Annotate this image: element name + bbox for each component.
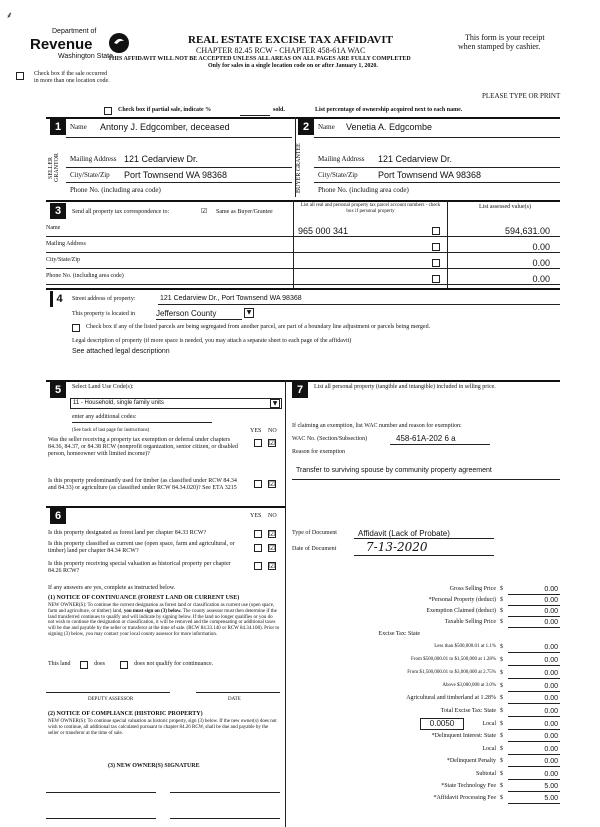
- does-not-qualify-label: does not qualify for continuance.: [134, 661, 214, 667]
- reason-line: [292, 479, 560, 480]
- tax-row-label: Taxable Selling Price: [444, 619, 496, 625]
- reason-label: Reason for exemption: [292, 449, 345, 455]
- same-as-buyer-label: Same as Buyer/Grantee: [216, 209, 273, 215]
- buyer-mail-label: Mailing Address: [318, 155, 365, 163]
- date-label: DATE: [228, 697, 241, 702]
- tax-dollar-sign: $: [500, 586, 503, 592]
- tax-row-label: Gross Selling Price: [449, 586, 496, 592]
- sec6-q3-no[interactable]: ☑: [269, 562, 276, 570]
- doc-date-line: [354, 555, 494, 556]
- tax-row-value[interactable]: 5.00: [544, 795, 558, 802]
- signature-line-3: [46, 818, 156, 819]
- date-line: [196, 692, 280, 693]
- does-not-qualify-checkbox[interactable]: [120, 661, 128, 669]
- street-label: Street address of property:: [72, 296, 136, 302]
- seller-city-line: [66, 182, 292, 183]
- tax-row-line: [508, 779, 560, 780]
- seller-name-label: Name: [70, 123, 87, 131]
- tax-row-label: *Affidavit Processing Fee: [433, 795, 496, 801]
- buyer-city-label: City/State/Zip: [318, 171, 358, 179]
- sec5-yes-header: YES: [250, 428, 262, 434]
- tax-row-value[interactable]: 0.00: [544, 721, 558, 728]
- county-select[interactable]: Jefferson County: [156, 309, 242, 320]
- tax-row-line: [508, 616, 560, 617]
- county-dropdown-icon[interactable]: ▼: [244, 308, 254, 318]
- street-line: [158, 304, 560, 305]
- tax-row-label: *Delinquent Interest: State: [431, 733, 496, 739]
- doc-type-label: Type of Document: [292, 530, 337, 536]
- assessed-value-3[interactable]: 0.00: [532, 258, 550, 268]
- street-value[interactable]: 121 Cedarview Dr., Port Townsend WA 98368: [160, 295, 302, 302]
- tax-row-value[interactable]: 0.00: [544, 608, 558, 615]
- segregated-checkbox[interactable]: [72, 324, 80, 332]
- notice-continuance-c: The county assessor must then determine if the land transferred continues to qualify and will indicate by signing below. If the land no longer qualifies or you do not wish to continue the designation or classification, it will be removed and the compensating or additional taxes will be due and payable by the seller or transferor at the time of sale. (RCW 84.33.140 or RCW 84.34.108). Prior to signing (3) below, you may contact your local county assessor for more information.: [48, 608, 280, 637]
- tax-dollar-sign: $: [500, 795, 503, 801]
- doc-type-value[interactable]: Affidavit (Lack of Probate): [358, 529, 450, 538]
- tax-row-label: From $500,000.01 to $1,500,000 at 1.28%: [411, 657, 496, 662]
- doc-type-line: [354, 538, 494, 539]
- tax-row-value[interactable]: 5.00: [544, 783, 558, 790]
- sec6-any-yes: If any answers are yes, complete as instructed below.: [48, 585, 176, 591]
- signature-line-2: [170, 792, 280, 793]
- tax-row-label: Excise Tax: State: [378, 631, 420, 637]
- parcel-header: List all real and personal property tax parcel account numbers - check box if personal property: [300, 203, 441, 214]
- reason-value[interactable]: Transfer to surviving spouse by community property agreement: [296, 467, 492, 474]
- doc-date-value[interactable]: 7-13-2020: [366, 540, 428, 554]
- tax-row-label: *State Technology Fee: [441, 783, 496, 789]
- tax-dollar-sign: $: [500, 771, 503, 777]
- buyer-city-line: [314, 182, 560, 183]
- tax-row-value[interactable]: 0.00: [544, 657, 558, 664]
- tax-row-line: [508, 691, 560, 692]
- tax-row-line: [508, 652, 560, 653]
- tax-row-value[interactable]: 0.00: [544, 586, 558, 593]
- section-4-number: 4: [50, 291, 66, 307]
- logo-emblem-icon: [108, 32, 130, 54]
- multi-location-checkbox[interactable]: [16, 72, 24, 80]
- this-land-label: This land: [48, 661, 71, 667]
- tax-row-label: Less than $500,000.01 at 1.1%: [434, 644, 496, 649]
- tax-row-line: [508, 803, 560, 804]
- signature-line-4: [170, 818, 280, 819]
- ownership-note: List percentage of ownership acquired next to each name.: [315, 107, 463, 113]
- sec6-q3-yes[interactable]: [254, 562, 262, 570]
- tax-row-line: [508, 766, 560, 767]
- partial-sale-label: Check box if partial sale, indicate %: [118, 107, 212, 113]
- tax-row-line: [508, 741, 560, 742]
- tax-row-value[interactable]: 0.00: [544, 670, 558, 677]
- tax-row-line: [508, 678, 560, 679]
- personal-property-label: List all personal property (tangible and intangible) included in selling price.: [314, 384, 496, 390]
- tax-row-value[interactable]: 0.00: [544, 644, 558, 651]
- local-rate-box[interactable]: 0.0050: [420, 718, 464, 730]
- personal-property-checkbox-2[interactable]: [432, 243, 440, 251]
- sec5-q2-yes[interactable]: [254, 480, 262, 488]
- receipt-note-1: This form is your receipt: [465, 33, 545, 42]
- notice-continuance-b: you must sign on (3) below.: [123, 608, 182, 614]
- sec5-q1-yes[interactable]: [254, 439, 262, 447]
- tax-row-line: [508, 729, 560, 730]
- tax-row-line: [508, 716, 560, 717]
- tax-row-line: [508, 627, 560, 628]
- sec6-no-header: NO: [268, 513, 277, 519]
- sec6-q1-yes[interactable]: [254, 530, 262, 538]
- buyer-name-label: Name: [318, 123, 335, 131]
- seller-city-label: City/State/Zip: [70, 171, 110, 179]
- assessed-value-4[interactable]: 0.00: [532, 274, 550, 284]
- additional-codes-line: [72, 422, 212, 423]
- buyer-phone-label: Phone No. (including area code): [318, 186, 409, 194]
- personal-property-checkbox-3[interactable]: [432, 259, 440, 267]
- county-label: This property is located in: [72, 311, 135, 317]
- section-3-number: 3: [50, 203, 66, 219]
- partial-sale-checkbox[interactable]: [104, 107, 112, 115]
- tax-dollar-sign: $: [500, 608, 503, 614]
- new-owner-signature-label: (3) NEW OWNER(S) SIGNATURE: [108, 763, 200, 769]
- sec4-top: [46, 288, 560, 290]
- does-qualify-checkbox[interactable]: [80, 661, 88, 669]
- sec3-name-label: Name: [46, 225, 61, 231]
- legal-description-label: Legal description of property (if more space is needed, you may attach a separate sheet to each page of the affidavit): [72, 338, 352, 344]
- sec6-q3: Is this property receiving special valuation as historical property per chapter 84.26 RCW?: [48, 561, 231, 575]
- land-use-dropdown-icon[interactable]: ▼: [270, 399, 280, 408]
- partial-sold-label: sold.: [273, 107, 285, 113]
- wac-line: [390, 444, 490, 445]
- sec5-q2-no[interactable]: ☑: [269, 480, 276, 488]
- doc-date-label: Date of Document: [292, 546, 337, 552]
- seller-name-line: [66, 137, 292, 138]
- tax-row-line: [508, 594, 560, 595]
- assessed-value-2[interactable]: 0.00: [532, 242, 550, 252]
- tax-dollar-sign: $: [500, 758, 503, 764]
- deputy-line: [46, 692, 170, 693]
- tax-row-label: Exemption Claimed (deduct): [426, 608, 496, 614]
- sec6-q2-yes[interactable]: [254, 544, 262, 552]
- notice-continuance-text: [48, 603, 280, 638]
- buyer-city-value[interactable]: Port Townsend WA 98368: [378, 170, 482, 180]
- personal-property-checkbox-1[interactable]: [432, 227, 440, 235]
- tax-dollar-sign: $: [500, 657, 503, 663]
- seller-mail-value[interactable]: 121 Cedarview Dr.: [124, 154, 199, 164]
- tax-row-line: [508, 754, 560, 755]
- dept-label: Department of: [52, 28, 97, 35]
- section-5-number: 5: [50, 382, 66, 398]
- seller-mail-label: Mailing Address: [70, 155, 117, 163]
- land-use-select[interactable]: 11 - Household, single family units: [70, 398, 282, 409]
- sec6-q2-no[interactable]: ☑: [269, 544, 276, 552]
- tax-dollar-sign: $: [500, 721, 503, 727]
- land-use-label: Select Land Use Code(s):: [72, 384, 134, 390]
- tax-dollar-sign: $: [500, 644, 503, 650]
- tax-row-value[interactable]: 0.00: [544, 746, 558, 753]
- tax-dollar-sign: $: [500, 708, 503, 714]
- buyer-mail-value[interactable]: 121 Cedarview Dr.: [378, 154, 453, 164]
- deputy-label: DEPUTY ASSESSOR: [88, 697, 134, 702]
- wac-label: WAC No. (Section/Subsection): [292, 436, 368, 442]
- seller-side-label: SELLER GRANTOR: [48, 153, 60, 183]
- tax-row-line: [508, 605, 560, 606]
- multi-location-label-2: in more than one location code.: [34, 78, 110, 84]
- tax-row-value[interactable]: 0.00: [544, 771, 558, 778]
- seller-name-value[interactable]: Antony J. Edgcomber, deceased: [100, 122, 230, 132]
- tax-row-value[interactable]: 0.00: [544, 597, 558, 604]
- tax-row-line: [508, 791, 560, 792]
- tax-row-value[interactable]: 0.00: [544, 758, 558, 765]
- legal-description-value[interactable]: See attached legal descriptionn: [72, 348, 170, 355]
- buyer-mail-line: [314, 167, 560, 168]
- buyer-side-label: BUYER GRANTEE: [296, 143, 302, 193]
- agency-name: Revenue: [30, 36, 93, 53]
- sec5-no-header: NO: [268, 428, 277, 434]
- sec3-mail-label: Mailing Address: [46, 241, 86, 247]
- sec5-q1-no[interactable]: ☑: [269, 439, 276, 447]
- tax-row-label: *Delinquent Penalty: [446, 758, 496, 764]
- additional-codes-label: enter any additional codes:: [72, 414, 137, 420]
- sec3-line-1: [46, 236, 560, 237]
- seller-mail-line: [66, 167, 292, 168]
- wac-value[interactable]: 458-61A-202 6 a: [396, 434, 456, 443]
- does-label: does: [94, 661, 105, 667]
- warning-text: THIS AFFIDAVIT WILL NOT BE ACCEPTED UNLESS ALL AREAS ON ALL PAGES ARE FULLY COMPLETED: [108, 56, 411, 62]
- buyer-name-value[interactable]: Venetia A. Edgcombe: [346, 122, 433, 132]
- seller-city-value[interactable]: Port Townsend WA 98368: [124, 170, 228, 180]
- receipt-note-2: when stamped by cashier.: [458, 42, 541, 51]
- notice-continuance-a: NEW OWNER(S): To continue the current designation as forest land or classification as current use (open space, farm and agriculture, or timber) land,: [48, 603, 275, 614]
- tax-dollar-sign: $: [500, 619, 503, 625]
- tax-row-label: From $1,500,000.01 to $3,000,000 at 2.75%: [407, 670, 496, 675]
- tax-row-label: Total Excise Tax: State: [440, 708, 496, 714]
- sec6-q1-no[interactable]: ☑: [269, 530, 276, 538]
- tax-row-line: [508, 703, 560, 704]
- sec6-yes-header: YES: [250, 513, 262, 519]
- middle-divider: [285, 380, 286, 827]
- tax-row-value[interactable]: 0.00: [544, 619, 558, 626]
- notice-compliance-text: NEW OWNER(S): To continue special valuation as historic property, sign (3) below. If the new owner(s) does not wish to continue, all additional tax calculated pursuant to chapter 84.26 RCW, shall be due and payable by the seller or transferor at the time of sale.: [48, 719, 277, 736]
- tax-row-label: Agricultural and timberland at 1.28%: [406, 695, 496, 701]
- tax-row-value[interactable]: 0.00: [544, 683, 558, 690]
- section-6-number: 6: [50, 508, 66, 524]
- tax-dollar-sign: $: [500, 746, 503, 752]
- send-correspondence-label: Send all property tax correspondence to:: [72, 209, 170, 215]
- multi-location-label-1: Check box if the sale occurred: [34, 71, 108, 77]
- sec3-top: [46, 200, 560, 202]
- assessed-value-1[interactable]: 594,631.00: [504, 226, 550, 236]
- section-2-number: 2: [298, 119, 314, 135]
- same-as-buyer-check[interactable]: ☑: [201, 207, 208, 215]
- tax-row-label: Subtotal: [475, 771, 496, 777]
- sec6-q2: Is this property classified as current use (open space, farm and agricultural, or timber) land per chapter 84.34 RCW?: [48, 541, 235, 555]
- tax-row-line: [508, 665, 560, 666]
- form-chapter: CHAPTER 82.45 RCW - CHAPTER 458-61A WAC: [196, 46, 366, 55]
- notice-continuance-title: (1) NOTICE OF CONTINUANCE (FOREST LAND OR CURRENT USE): [48, 595, 240, 601]
- buyer-name-line: [314, 137, 560, 138]
- tax-dollar-sign: $: [500, 733, 503, 739]
- form-title: REAL ESTATE EXCISE TAX AFFIDAVIT: [188, 34, 393, 46]
- tax-row-value[interactable]: 0.00: [544, 708, 558, 715]
- sec6-top: [46, 506, 285, 508]
- personal-property-checkbox-4[interactable]: [432, 275, 440, 283]
- state-name: Washington State: [58, 53, 113, 60]
- tax-row-label: *Personal Property (deduct): [428, 597, 496, 603]
- exemption-claim-label: If claiming an exemption, list WAC number and reason for exemption:: [292, 423, 462, 429]
- sec3-divider-2: [447, 200, 448, 288]
- tax-dollar-sign: $: [500, 783, 503, 789]
- partial-percent-line: [240, 115, 270, 116]
- print-note: PLEASE TYPE OR PRINT: [482, 92, 561, 100]
- sec6-q1: Is this property designated as forest land per chapter 84.33 RCW?: [48, 530, 207, 536]
- only-for-text: Only for sales in a single location code on or after January 1, 2020.: [208, 63, 378, 69]
- sec3-line-4: [46, 284, 560, 285]
- sec3-line-3: [46, 268, 560, 269]
- see-back-note: (See back of last page for instructions): [72, 428, 150, 433]
- signature-line-1: [46, 792, 156, 793]
- stray-mark: ⸙: [6, 10, 13, 20]
- tax-row-label: Above $3,000,000 at 3.0%: [442, 683, 496, 688]
- assessed-header: List assessed value(s): [479, 204, 531, 210]
- parcel-number-1[interactable]: 965 000 341: [298, 226, 349, 236]
- tax-row-value[interactable]: 0.00: [544, 695, 558, 702]
- notice-compliance-title: (2) NOTICE OF COMPLIANCE (HISTORIC PROPERTY): [48, 711, 203, 717]
- tax-row-value[interactable]: 0.00: [544, 733, 558, 740]
- tax-dollar-sign: $: [500, 683, 503, 689]
- tax-row-label: Local: [482, 746, 496, 752]
- tax-row-label: Local: [482, 721, 496, 727]
- segregated-label: Check box if any of the listed parcels are being segregated from another parcel, are part of a boundary line adjustment or parcels being merged.: [86, 324, 431, 330]
- sec3-phone-label: Phone No. (including area code): [46, 273, 124, 279]
- section-7-number: 7: [292, 382, 308, 398]
- tax-dollar-sign: $: [500, 695, 503, 701]
- sec3-divider-1: [293, 200, 294, 288]
- sec3-city-label: City/State/Zip: [46, 257, 80, 263]
- sec5-q2: Is this property predominantly used for timber (as classified under RCW 84.34 and 84.33) or agriculture (as classified under RCW 84.34.020)? See ETA 3215: [48, 478, 237, 492]
- seller-phone-label: Phone No. (including area code): [70, 186, 161, 194]
- section-1-number: 1: [50, 119, 66, 135]
- sec5-q1: Was the seller receiving a property tax exemption or deferral under chapters 84.36, 84.37, or 84.38 RCW (nonprofit organization, senior citizen, or disabled person, homeowner with limited income)?: [48, 437, 238, 458]
- tax-dollar-sign: $: [500, 670, 503, 676]
- sec3-line-2: [46, 252, 560, 253]
- tax-dollar-sign: $: [500, 597, 503, 603]
